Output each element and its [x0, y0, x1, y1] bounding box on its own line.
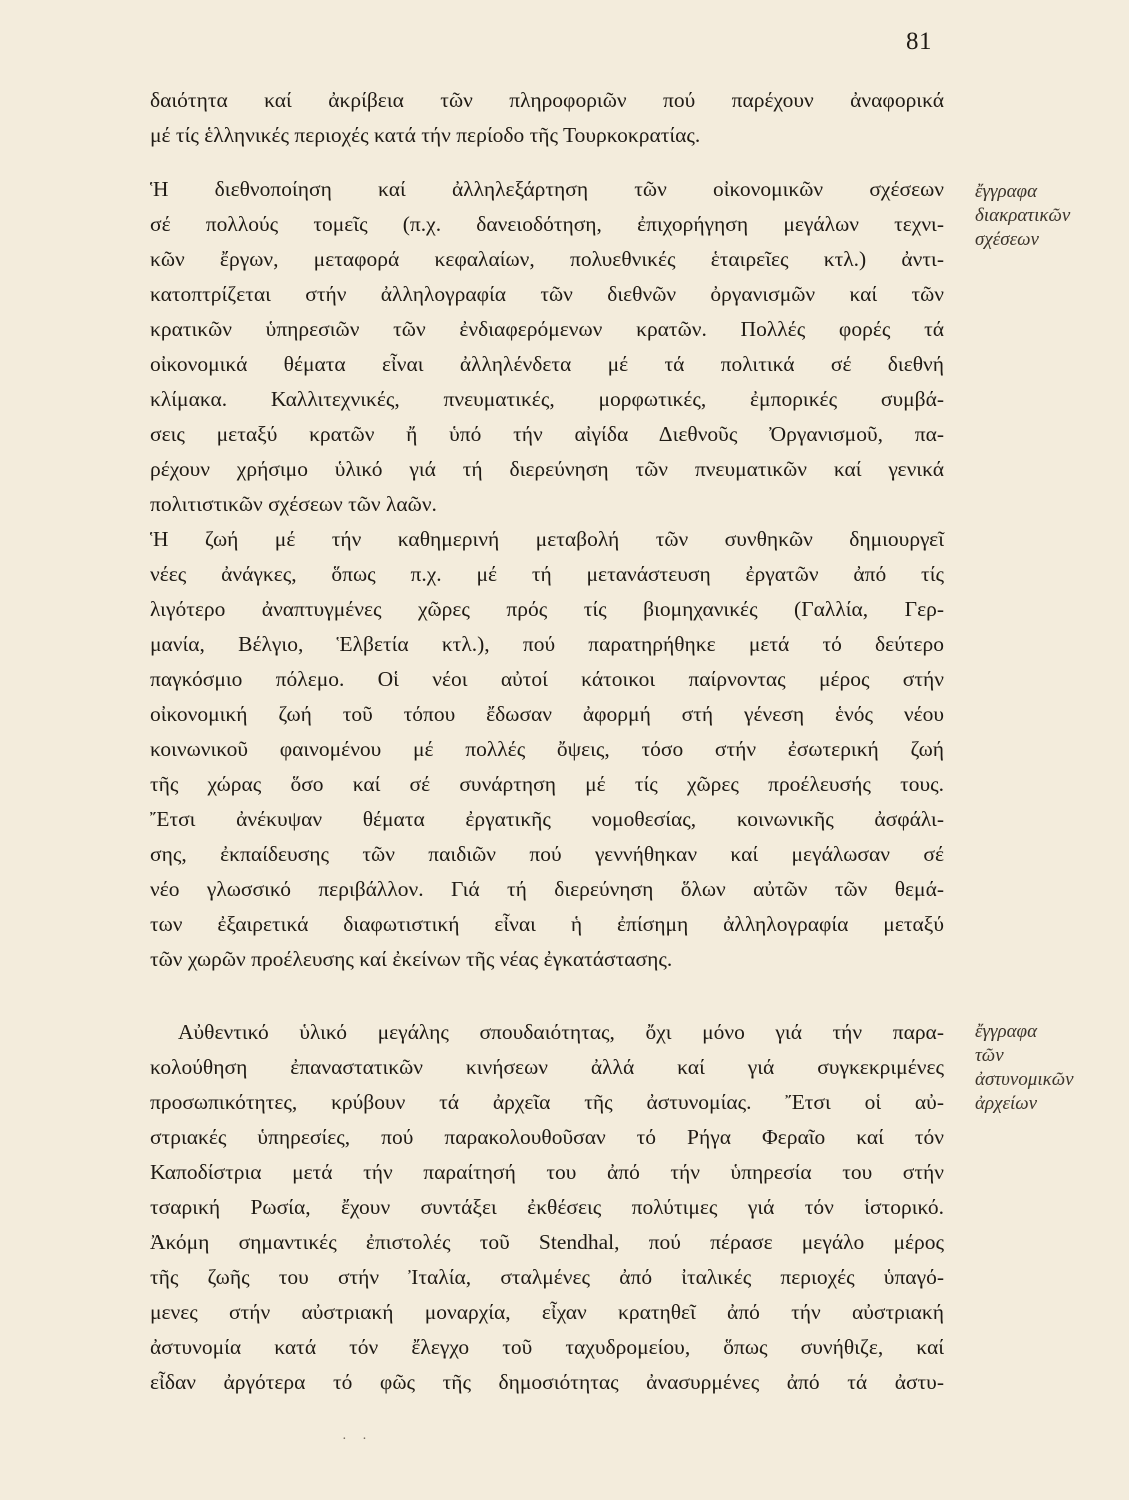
margin-note-line: ἀστυνομικῶν: [975, 1069, 1074, 1090]
text-line: των ἐξαιρετικά διαφωτιστική εἶναι ἡ ἐπίσημη ἀλληλογραφία μεταξύ: [150, 912, 944, 936]
paragraph-international-relations: [150, 172, 944, 977]
text-line: κῶν ἔργων, μεταφορά κεφαλαίων, πολυεθνικές ἑταιρεῖες κτλ.) ἀντι-: [150, 247, 944, 271]
text-line: Ἡ διεθνοποίηση καί ἀλληλεξάρτηση τῶν οἰκονομικῶν σχέσεων: [150, 177, 944, 201]
text-line: πολιτιστικῶν σχέσεων τῶν λαῶν.: [150, 492, 437, 516]
paragraph-police-archives: [150, 1015, 944, 1400]
text-line: τῶν χωρῶν προέλευσης καί ἐκείνων τῆς νέας ἐγκατάστασης.: [150, 947, 673, 971]
page-number: 81: [906, 28, 932, 55]
text-line: στριακές ὑπηρεσίες, πού παρακολουθοῦσαν τό Ρήγα Φεραῖο καί τόν: [150, 1125, 944, 1149]
margin-note-line: τῶν: [975, 1045, 1004, 1066]
text-line: κατοπτρίζεται στήν ἀλληλογραφία τῶν διεθνῶν ὀργανισμῶν καί τῶν: [150, 282, 944, 306]
text-line: λιγότερο ἀναπτυγμένες χῶρες πρός τίς βιομηχανικές (Γαλλία, Γερ-: [150, 597, 944, 621]
text-line: Ἡ ζωή μέ τήν καθημερινή μεταβολή τῶν συνθηκῶν δημιουργεῖ: [150, 527, 944, 551]
text-line: ρέχουν χρήσιμο ὑλικό γιά τή διερεύνηση τῶν πνευματικῶν καί γενικά: [150, 457, 944, 481]
paragraph-continuation: [150, 83, 944, 153]
text-line: κρατικῶν ὑπηρεσιῶν τῶν ἐνδιαφερόμενων κρατῶν. Πολλές φορές τά: [150, 317, 944, 341]
text-line: τῆς χώρας ὅσο καί σέ συνάρτηση μέ τίς χῶρες προέλευσής τους.: [150, 772, 944, 796]
text-line: δαιότητα καί ἀκρίβεια τῶν πληροφοριῶν πού παρέχουν ἀναφορικά: [150, 88, 944, 112]
text-line: τῆς ζωῆς του στήν Ἰταλία, σταλμένες ἀπό ἰταλικές περιοχές ὑπαγό-: [150, 1265, 944, 1289]
text-line: σέ πολλούς τομεῖς (π.χ. δανειοδότηση, ἐπιχορήγηση μεγάλων τεχνι-: [150, 212, 944, 236]
text-line: τσαρική Ρωσία, ἔχουν συντάξει ἐκθέσεις πολύτιμες γιά τόν ἱστορικό.: [150, 1195, 944, 1219]
text-line: Καποδίστρια μετά τήν παραίτησή του ἀπό τήν ὑπηρεσία του στήν: [150, 1160, 944, 1184]
text-line: μέ τίς ἑλληνικές περιοχές κατά τήν περίοδο τῆς Τουρκοκρατίας.: [150, 123, 701, 147]
margin-note-police: [975, 1020, 1115, 1116]
text-line: Ἀκόμη σημαντικές ἐπιστολές τοῦ Stendhal, πού πέρασε μεγάλο μέρος: [150, 1230, 944, 1254]
text-line: εἶδαν ἀργότερα τό φῶς τῆς δημοσιότητας ἀνασυρμένες ἀπό τά ἀστυ-: [150, 1370, 944, 1394]
text-line: οἰκονομικά θέματα εἶναι ἀλληλένδετα μέ τά πολιτικά σέ διεθνή: [150, 352, 944, 376]
text-line: νέες ἀνάγκες, ὅπως π.χ. μέ τή μετανάστευση ἐργατῶν ἀπό τίς: [150, 562, 944, 586]
text-line: οἰκονομική ζωή τοῦ τόπου ἔδωσαν ἀφορμή στή γένεση ἑνός νέου: [150, 702, 944, 726]
margin-note-line: ἀρχείων: [975, 1093, 1038, 1114]
text-line: μενες στήν αὐστριακή μοναρχία, εἶχαν κρατηθεῖ ἀπό τήν αὐστριακή: [150, 1300, 944, 1324]
text-line: κλίμακα. Καλλιτεχνικές, πνευματικές, μορφωτικές, ἐμπορικές συμβά-: [150, 387, 944, 411]
paper-specks: · ·: [342, 1432, 373, 1447]
text-line: σης, ἐκπαίδευσης τῶν παιδιῶν πού γεννήθηκαν καί μεγάλωσαν σέ: [150, 842, 944, 866]
text-line: Ἔτσι ἀνέκυψαν θέματα ἐργατικῆς νομοθεσίας, κοινωνικῆς ἀσφάλι-: [150, 807, 944, 831]
margin-note-line: σχέσεων: [975, 229, 1039, 250]
text-line: νέο γλωσσικό περιβάλλον. Γιά τή διερεύνηση ὅλων αὐτῶν τῶν θεμά-: [150, 877, 944, 901]
margin-note-interstate: [975, 180, 1115, 252]
text-line: κοινωνικοῦ φαινομένου μέ πολλές ὄψεις, τόσο στήν ἐσωτερική ζωή: [150, 737, 944, 761]
text-line: Αὐθεντικό ὑλικό μεγάλης σπουδαιότητας, ὄχι μόνο γιά τήν παρα-: [178, 1020, 944, 1044]
text-line: μανία, Βέλγιο, Ἑλβετία κτλ.), πού παρατηρήθηκε μετά τό δεύτερο: [150, 632, 944, 656]
text-line: κολούθηση ἐπαναστατικῶν κινήσεων ἀλλά καί γιά συγκεκριμένες: [150, 1055, 944, 1079]
margin-note-line: ἔγγραφα: [975, 1021, 1038, 1042]
text-line: σεις μεταξύ κρατῶν ἤ ὑπό τήν αἰγίδα Διεθνοῦς Ὀργανισμοῦ, πα-: [150, 422, 944, 446]
text-line: προσωπικότητες, κρύβουν τά ἀρχεῖα τῆς ἀστυνομίας. Ἔτσι οἱ αὐ-: [150, 1090, 944, 1114]
text-line: ἀστυνομία κατά τόν ἔλεγχο τοῦ ταχυδρομείου, ὅπως συνήθιζε, καί: [150, 1335, 944, 1359]
margin-note-line: διακρατικῶν: [975, 205, 1071, 226]
margin-note-line: ἔγγραφα: [975, 181, 1038, 202]
text-line: παγκόσμιο πόλεμο. Οἱ νέοι αὐτοί κάτοικοι παίρνοντας μέρος στήν: [150, 667, 944, 691]
